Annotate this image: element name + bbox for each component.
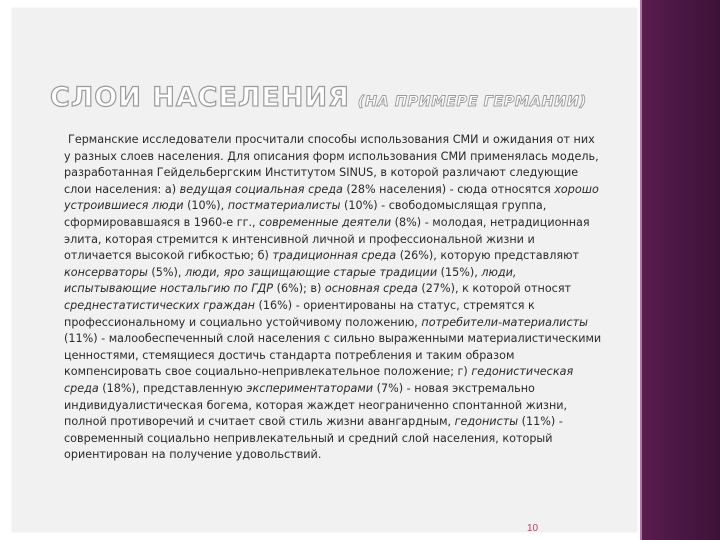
term-italic: ведущая социальная среда: [179, 182, 343, 196]
term-italic: потребители-материалисты: [421, 315, 588, 329]
text-span: (5%),: [147, 265, 185, 279]
term-italic: консерваторы: [64, 265, 148, 279]
text-span: (28% населения) - сюда относятся: [342, 182, 555, 196]
title-subtitle: (НА ПРИМЕРЕ ГЕРМАНИИ): [357, 94, 587, 110]
text-span: (10%) - свободомыслящая группа, сформировавшаяся в 1960-е гг.,: [64, 199, 547, 229]
text-span: (7%) - новая экстремально индивидуалистическая богема, которая жаждет неограниченно спонтанной жизни, полной противоречий и считает свой стиль жизни авангардным,: [64, 381, 568, 429]
term-italic: гедонистическая среда: [64, 365, 574, 395]
term-italic: среднестатистических граждан: [64, 298, 255, 312]
text-span: (26%), которую представляют: [396, 249, 580, 263]
term-italic: экспериментаторами: [246, 381, 374, 395]
text-span: (27%), к которой относят: [417, 282, 572, 296]
title-main: СЛОИ НАСЕЛЕНИЯ: [50, 82, 350, 113]
term-italic: постматериалисты: [227, 199, 341, 213]
term-italic: современные деятели: [259, 215, 392, 229]
text-span: (11%) - малообеспеченный слой населения с сильно выраженными материалистическими ценностями, стемящиеся достичь стандарта потребления и таким образом компенсировать свое социально-непривлекательное положение; г): [64, 332, 602, 379]
text-span: (18%), представленную: [98, 381, 247, 395]
term-italic: хорошо устроившиеся люди: [64, 182, 599, 213]
decorative-sidebar: [642, 0, 720, 540]
page-number: 10: [527, 523, 539, 534]
text-span: (16%) - ориентированы на статус, стремятся к профессиональному и социально устойчивому положению,: [64, 298, 535, 329]
term-italic: люди, испытывающие ностальгию по ГДР: [64, 265, 517, 296]
term-italic: основная среда: [324, 282, 418, 296]
text-span: (11%) - современный социально непривлекательный и средний слой населения, который ориентирован на получение удовольствий.: [64, 415, 563, 462]
slide-title: [50, 82, 587, 113]
text-span: (8%) - молодая, нетрадиционная элита, которая стремится к интенсивной личной и профессиональной жизни и отличается высокой гибкостью; б): [64, 215, 590, 263]
body-paragraph: [64, 132, 604, 464]
text-span: (10%),: [183, 199, 228, 213]
text-span: Германские исследователи просчитали способы использования СМИ и ожидания от них у разных слоев населения. Для описания форм использования СМИ применялась модель, разработанная Гейдельбергским Институтом SINUS, в которой различают следующие слои населения: а): [64, 133, 599, 196]
term-italic: гедонисты: [454, 415, 519, 429]
text-span: (15%),: [437, 265, 482, 279]
term-italic: традиционная среда: [272, 249, 397, 263]
term-italic: люди, яро защищающие старые традиции: [184, 265, 438, 279]
text-span: (6%); в): [273, 282, 325, 296]
